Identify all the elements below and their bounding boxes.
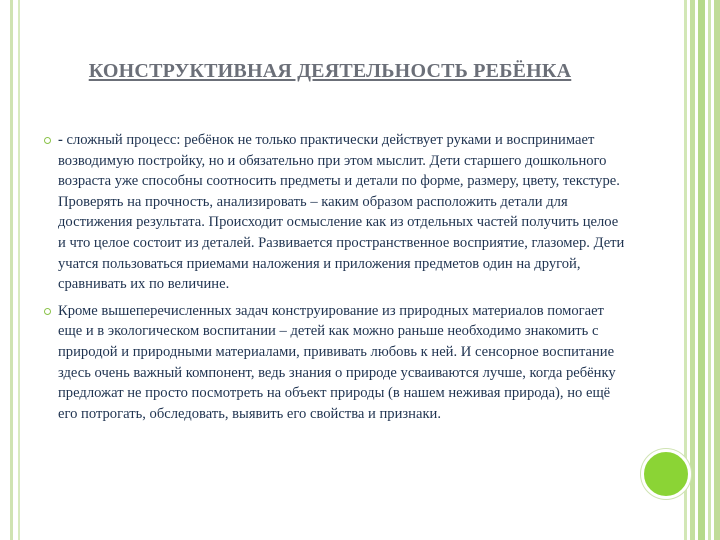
content-body: [44, 130, 629, 430]
bullet-circle-icon: [44, 137, 51, 144]
left-border-outer: [10, 0, 13, 540]
paragraph-text: сложный процесс: ребёнок не только практически действует руками и воспринимает возводимую постройку, но и обязательно при этом мыслит. Дети старшего дошкольного возраста уже способны соотносить предметы и детали по форме, размеру, цвету, текстуре. Проверять на прочность, анализировать – каким образом расположить детали для достижения результата. Происходит осмысление как из отдельных частей получить целое и что целое состоит из деталей. Развивается пространственное восприятие, глазомер. Дети учатся пользоваться приемами наложения и приложения предметов один на другой, сравнивать их по величине.: [58, 132, 625, 293]
bullet-paragraph: [44, 301, 629, 425]
slide-title: КОНСТРУКТИВНАЯ ДЕЯТЕЛЬНОСТЬ РЕБЁНКА: [88, 60, 572, 82]
right-border-stripe: [708, 0, 711, 540]
paragraph-dash: -: [58, 132, 67, 148]
left-border-inner: [18, 0, 20, 540]
decorative-circle: [641, 449, 691, 499]
right-border-stripe: [714, 0, 720, 540]
bullet-circle-icon: [44, 308, 51, 315]
bullet-paragraph: [44, 130, 629, 295]
right-border-stripe: [690, 0, 695, 540]
right-border-stripe: [698, 0, 705, 540]
paragraph-text: Кроме вышеперечисленных задач конструирование из природных материалов помогает еще и в экологическом воспитании – детей как можно раньше необходимо знакомить с природой и природными материалами, прививать любовь к ней. И сенсорное воспитание здесь очень важный компонент, ведь знания о природе усваиваются лучше, когда ребёнку предложат не просто посмотреть на объект природы (в нашем неживая природа), но ещё его потрогать, обследовать, выявить его свойства и признаки.: [58, 302, 616, 422]
